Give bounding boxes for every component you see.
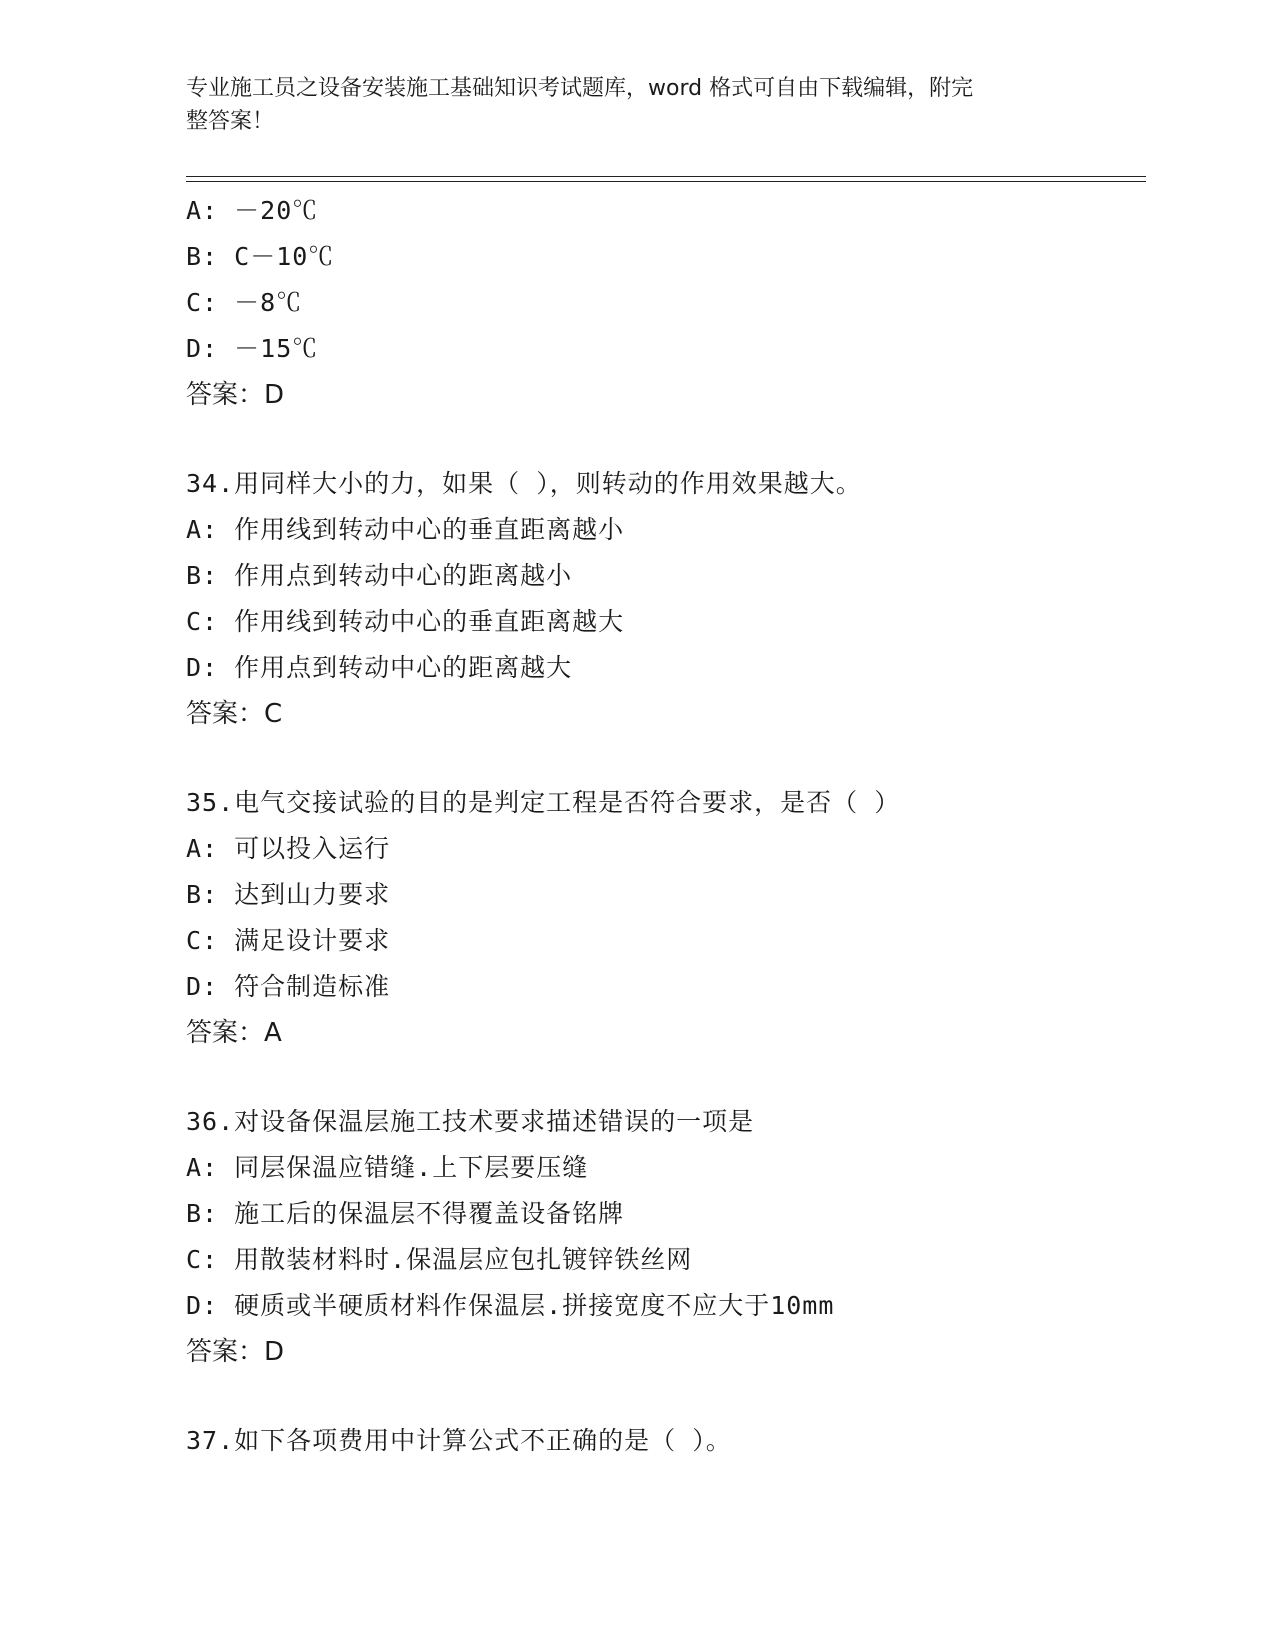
option-d: D: －15℃ bbox=[186, 334, 319, 363]
option-c: C: 用散装材料时.保温层应包扎镀锌铁丝网 bbox=[186, 1245, 693, 1274]
header-divider-top bbox=[186, 176, 1146, 177]
answer: 答案：C bbox=[186, 699, 283, 729]
document-header bbox=[186, 72, 1066, 138]
question-text: 35.电气交接试验的目的是判定工程是否符合要求，是否（ ） bbox=[186, 788, 901, 817]
option-a: A: －20℃ bbox=[186, 196, 319, 225]
option-b: B: 施工后的保温层不得覆盖设备铭牌 bbox=[186, 1199, 625, 1228]
option-b: B: 达到山力要求 bbox=[186, 880, 391, 909]
question-text: 34.用同样大小的力，如果（ ），则转动的作用效果越大。 bbox=[186, 469, 862, 498]
answer: 答案：D bbox=[186, 380, 285, 410]
question-list bbox=[186, 188, 1146, 1464]
option-c: C: 满足设计要求 bbox=[186, 926, 391, 955]
question-34 bbox=[186, 461, 1146, 737]
option-a: A: 同层保温应错缝.上下层要压缝 bbox=[186, 1153, 589, 1182]
option-c: C: －8℃ bbox=[186, 288, 303, 317]
question-37 bbox=[186, 1418, 1146, 1464]
question-36 bbox=[186, 1099, 1146, 1375]
answer: 答案：A bbox=[186, 1018, 282, 1048]
question-35 bbox=[186, 780, 1146, 1056]
answer: 答案：D bbox=[186, 1337, 285, 1367]
question-text: 37.如下各项费用中计算公式不正确的是（ ）。 bbox=[186, 1426, 732, 1455]
option-c: C: 作用线到转动中心的垂直距离越大 bbox=[186, 607, 625, 636]
header-divider-bottom bbox=[186, 181, 1146, 182]
option-d: D: 作用点到转动中心的距离越大 bbox=[186, 653, 573, 682]
option-d: D: 符合制造标准 bbox=[186, 972, 391, 1001]
header-line-2: 整答案！ bbox=[186, 109, 275, 134]
option-a: A: 可以投入运行 bbox=[186, 834, 391, 863]
option-d: D: 硬质或半硬质材料作保温层.拼接宽度不应大于10mm bbox=[186, 1291, 835, 1320]
question-text: 36.对设备保温层施工技术要求描述错误的一项是 bbox=[186, 1107, 755, 1136]
question-33 bbox=[186, 188, 1146, 418]
option-a: A: 作用线到转动中心的垂直距离越小 bbox=[186, 515, 625, 544]
option-b: B: 作用点到转动中心的距离越小 bbox=[186, 561, 573, 590]
option-b: B: C－10℃ bbox=[186, 242, 335, 271]
header-line-1: 专业施工员之设备安装施工基础知识考试题库，word 格式可自由下载编辑，附完 bbox=[186, 76, 974, 101]
